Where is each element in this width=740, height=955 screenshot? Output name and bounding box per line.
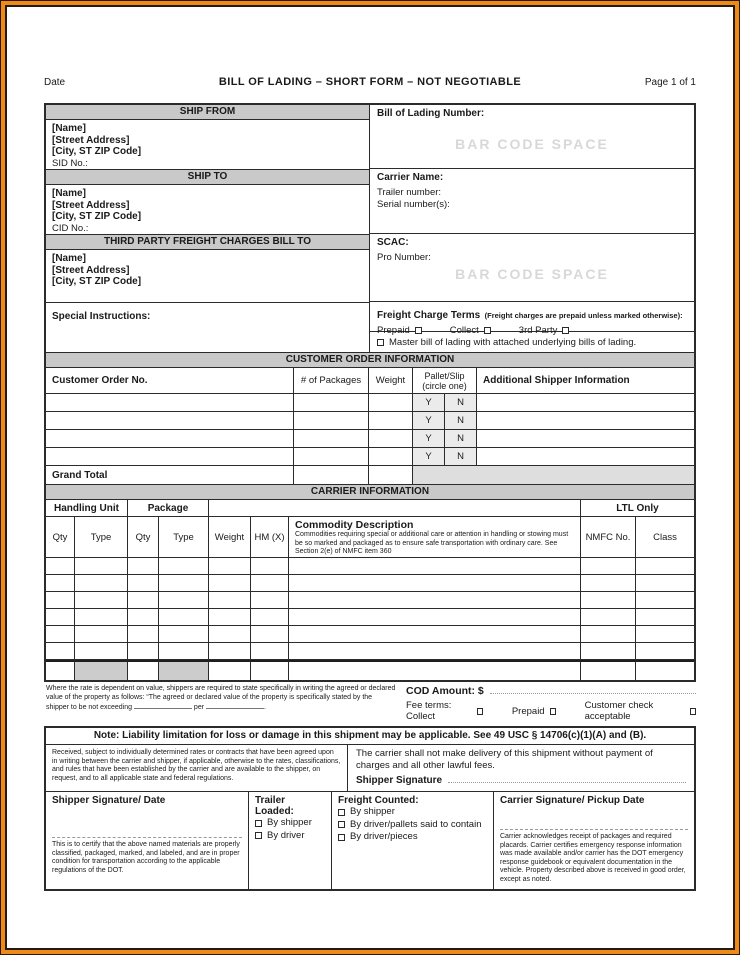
carrier-acknowledge-text: Carrier acknowledges receipt of packages and required placards. Carrier certifies emergency response information was made available and/or carrier has the DOT emergency response guidebook or equivalent documentation in the vehicle. Property described above is received in good order, except as noted. bbox=[500, 833, 686, 883]
packages-cell[interactable] bbox=[294, 430, 369, 448]
carrier-cell[interactable] bbox=[209, 558, 251, 575]
carrier-signature-line[interactable] bbox=[500, 816, 688, 830]
fee-prepaid-checkbox-icon[interactable] bbox=[550, 708, 556, 715]
ship-to-header: SHIP TO bbox=[46, 170, 369, 185]
additional-info-cell[interactable] bbox=[477, 394, 694, 412]
scac-label: SCAC: bbox=[377, 237, 409, 248]
shipper-signature-label: Shipper Signature bbox=[356, 775, 443, 786]
carrier-cell[interactable] bbox=[636, 626, 694, 643]
pallet-slip-line2: (circle one) bbox=[422, 380, 467, 391]
delivery-terms-text: The carrier shall not make delivery of this shipment without payment of charges and all other lawful fees. bbox=[356, 748, 653, 771]
carrier-cell[interactable] bbox=[636, 575, 694, 592]
shipper-signature-blank[interactable] bbox=[448, 774, 686, 783]
per-unit-blank[interactable] bbox=[206, 702, 264, 709]
carrier-cell[interactable] bbox=[251, 575, 289, 592]
fee-check-label: Customer check acceptable bbox=[584, 700, 654, 722]
rate-note-text: Where the rate is dependent on value, shippers are required to state specifically in writing the agreed or declared value of the property as follows: “The agreed or declared value of the property is specifically stated by the shipper to be not exceeding bbox=[46, 685, 396, 711]
carrier-cell[interactable] bbox=[128, 592, 159, 609]
special-instructions-box[interactable] bbox=[46, 303, 369, 352]
carrier-cell[interactable] bbox=[251, 643, 289, 660]
col-weight: Weight bbox=[369, 368, 413, 394]
pallet-yes-option[interactable]: Y bbox=[413, 430, 445, 448]
cid-no-label[interactable]: CID No.: bbox=[52, 222, 89, 234]
trailer-by-driver-checkbox-icon[interactable] bbox=[255, 832, 262, 839]
carrier-cell[interactable] bbox=[128, 575, 159, 592]
carrier-cell[interactable] bbox=[128, 643, 159, 660]
group-package: Package bbox=[128, 500, 209, 517]
customer-order-table bbox=[46, 368, 694, 484]
carrier-cell[interactable] bbox=[159, 575, 209, 592]
freight-by-driver-pallets-label: By driver/pallets said to contain bbox=[350, 818, 482, 830]
shipper-signature-line[interactable] bbox=[52, 824, 242, 838]
ship-from-city[interactable]: [City, ST ZIP Code] bbox=[52, 146, 142, 157]
barcode-space-2: BAR CODE SPACE bbox=[455, 266, 609, 282]
carrier-cell[interactable] bbox=[128, 609, 159, 626]
carrier-cell[interactable] bbox=[581, 575, 636, 592]
ship-from-header: SHIP FROM bbox=[46, 105, 369, 120]
carrier-cell[interactable] bbox=[289, 643, 581, 660]
freight-by-driver-pallets-checkbox-icon[interactable] bbox=[338, 821, 345, 828]
trailer-loaded-title: Trailer Loaded: bbox=[255, 795, 294, 817]
barcode-space-1: BAR CODE SPACE bbox=[455, 136, 609, 152]
carrier-cell[interactable] bbox=[75, 609, 128, 626]
bol-number-box[interactable] bbox=[370, 105, 694, 169]
carrier-cell[interactable] bbox=[209, 643, 251, 660]
trailer-number-label[interactable]: Trailer number: bbox=[377, 187, 442, 198]
freight-by-driver-pieces-label: By driver/pieces bbox=[350, 831, 418, 842]
ship-from-street[interactable]: [Street Address] bbox=[52, 134, 130, 146]
carrier-cell[interactable] bbox=[289, 660, 581, 680]
third-party-block[interactable] bbox=[46, 250, 369, 303]
packages-cell[interactable] bbox=[294, 448, 369, 466]
grand-total-label: Grand Total bbox=[46, 466, 294, 484]
pallet-no-option[interactable]: N bbox=[445, 394, 477, 412]
col-nmfc: NMFC No. bbox=[581, 517, 636, 558]
shipper-certify-text: This is to certify that the above named materials are properly classified, packaged, marked, and labeled, and are in proper condition for transportation according to the applicable regulations of the DOT. bbox=[52, 841, 240, 874]
declared-value-blank[interactable] bbox=[134, 702, 192, 709]
packages-cell[interactable] bbox=[294, 394, 369, 412]
carrier-cell[interactable] bbox=[75, 592, 128, 609]
carrier-cell[interactable] bbox=[636, 592, 694, 609]
pallet-no-option[interactable]: N bbox=[445, 430, 477, 448]
carrier-cell[interactable] bbox=[75, 558, 128, 575]
carrier-cell[interactable] bbox=[209, 660, 251, 680]
group-spacer bbox=[209, 500, 581, 517]
cod-amount-label: COD Amount: $ bbox=[406, 685, 484, 697]
group-handling-unit: Handling Unit bbox=[46, 500, 128, 517]
rate-dependent-note bbox=[44, 685, 396, 722]
commodity-note: Commodities requiring special or additional care or attention in handling or stowing must be so marked and packaged as to ensure safe transportation with ordinary care. See Section 2(e) of NMFC item 360 bbox=[295, 531, 569, 555]
bol-form bbox=[44, 103, 696, 682]
carrier-cell[interactable] bbox=[46, 609, 75, 626]
group-ltl-only: LTL Only bbox=[581, 500, 694, 517]
carrier-cell[interactable] bbox=[636, 660, 694, 680]
carrier-cell[interactable] bbox=[581, 592, 636, 609]
carrier-cell[interactable] bbox=[289, 626, 581, 643]
trailer-loaded-box bbox=[249, 792, 332, 889]
col-carrier-weight: Weight bbox=[209, 517, 251, 558]
carrier-cell[interactable] bbox=[581, 558, 636, 575]
special-instructions-label: Special Instructions: bbox=[52, 311, 151, 322]
fee-check-checkbox-icon[interactable] bbox=[690, 708, 696, 715]
cod-amount-blank[interactable] bbox=[490, 685, 696, 694]
scac-box[interactable] bbox=[370, 234, 694, 302]
fee-collect-checkbox-icon[interactable] bbox=[477, 708, 483, 715]
carrier-signature-title: Carrier Signature/ Pickup Date bbox=[500, 795, 645, 806]
carrier-cell[interactable] bbox=[636, 558, 694, 575]
carrier-cell[interactable] bbox=[159, 609, 209, 626]
carrier-cell[interactable] bbox=[581, 609, 636, 626]
col-pkg-type: Type bbox=[159, 517, 209, 558]
carrier-cell[interactable] bbox=[46, 643, 75, 660]
date-label: Date bbox=[44, 77, 66, 88]
trailer-by-driver-label: By driver bbox=[267, 829, 305, 841]
carrier-cell[interactable] bbox=[636, 643, 694, 660]
pro-number-label[interactable]: Pro Number: bbox=[377, 252, 431, 263]
ship-to-name[interactable]: [Name] bbox=[52, 188, 86, 199]
order-no-cell[interactable] bbox=[46, 430, 294, 448]
pallet-yes-option[interactable]: Y bbox=[413, 448, 445, 466]
carrier-signature-box bbox=[494, 792, 694, 889]
carrier-name-box[interactable] bbox=[370, 169, 694, 234]
carrier-cell[interactable] bbox=[581, 643, 636, 660]
carrier-cell[interactable] bbox=[289, 609, 581, 626]
pallet-no-option[interactable]: N bbox=[445, 448, 477, 466]
carrier-cell[interactable] bbox=[159, 643, 209, 660]
carrier-name-label: Carrier Name: bbox=[377, 172, 444, 183]
carrier-cell[interactable] bbox=[251, 592, 289, 609]
carrier-cell[interactable] bbox=[251, 609, 289, 626]
sid-no-label[interactable]: SID No.: bbox=[52, 157, 88, 169]
carrier-cell[interactable] bbox=[209, 626, 251, 643]
carrier-info-table bbox=[46, 500, 694, 680]
ship-from-block[interactable] bbox=[46, 120, 369, 170]
grand-total-shaded-area bbox=[413, 466, 694, 484]
master-bol-label: Master bill of lading with attached underlying bills of lading. bbox=[389, 337, 637, 348]
packages-cell[interactable] bbox=[294, 412, 369, 430]
master-bol-checkbox-icon[interactable] bbox=[377, 339, 384, 346]
carrier-cell[interactable] bbox=[251, 558, 289, 575]
carrier-cell[interactable] bbox=[46, 575, 75, 592]
carrier-cell[interactable] bbox=[46, 660, 75, 680]
weight-cell[interactable] bbox=[369, 448, 413, 466]
carrier-cell[interactable] bbox=[581, 626, 636, 643]
carrier-cell[interactable] bbox=[75, 575, 128, 592]
col-customer-order-no: Customer Order No. bbox=[46, 368, 294, 394]
col-pallet-slip bbox=[413, 368, 477, 394]
rate-note-period: . bbox=[264, 704, 266, 711]
carrier-cell[interactable] bbox=[128, 660, 159, 680]
carrier-cell[interactable] bbox=[251, 660, 289, 680]
third-party-name[interactable]: [Name] bbox=[52, 253, 86, 264]
col-num-packages: # of Packages bbox=[294, 368, 369, 394]
carrier-cell[interactable] bbox=[636, 609, 694, 626]
third-party-street[interactable]: [Street Address] bbox=[52, 264, 130, 276]
liability-signature-section bbox=[44, 726, 696, 891]
carrier-cell[interactable] bbox=[159, 626, 209, 643]
carrier-cell[interactable] bbox=[289, 575, 581, 592]
freight-terms-note: (Freight charges are prepaid unless marked otherwise): bbox=[484, 311, 683, 320]
customer-order-header: CUSTOMER ORDER INFORMATION bbox=[46, 352, 694, 368]
additional-info-cell[interactable] bbox=[477, 448, 694, 466]
pallet-yes-option[interactable]: Y bbox=[413, 412, 445, 430]
fee-prepaid-label: Prepaid bbox=[511, 705, 545, 717]
carrier-type-shaded-cell bbox=[75, 660, 128, 680]
carrier-cell[interactable] bbox=[46, 592, 75, 609]
carrier-type-shaded-cell bbox=[159, 660, 209, 680]
carrier-cell[interactable] bbox=[209, 575, 251, 592]
received-terms-text: Received, subject to individually determined rates or contracts that have been agreed upon in writing between the carrier and shipper, if applicable, otherwise to the rates, classifications, and rules that have been established by the carrier and are available to the shipper, on request, and to all applicable state and federal regulations. bbox=[46, 745, 348, 791]
carrier-cell[interactable] bbox=[159, 592, 209, 609]
order-no-cell[interactable] bbox=[46, 448, 294, 466]
col-hu-type: Type bbox=[75, 517, 128, 558]
freight-by-driver-pieces-checkbox-icon[interactable] bbox=[338, 834, 345, 841]
document-header bbox=[44, 76, 696, 94]
col-hu-qty: Qty bbox=[46, 517, 75, 558]
freight-by-shipper-label: By shipper bbox=[350, 806, 395, 817]
liability-note: Note: Liability limitation for loss or damage in this shipment may be applicable. See 49 USC § 14706(c)(1)(A) and (B). bbox=[46, 728, 694, 745]
freight-counted-title: Freight Counted: bbox=[338, 795, 419, 806]
carrier-cell[interactable] bbox=[75, 626, 128, 643]
carrier-cell[interactable] bbox=[209, 609, 251, 626]
additional-info-cell[interactable] bbox=[477, 412, 694, 430]
additional-info-cell[interactable] bbox=[477, 430, 694, 448]
pallet-yes-option[interactable]: Y bbox=[413, 394, 445, 412]
freight-counted-box bbox=[332, 792, 494, 889]
carrier-cell[interactable] bbox=[159, 558, 209, 575]
carrier-cell[interactable] bbox=[75, 643, 128, 660]
third-party-header: THIRD PARTY FREIGHT CHARGES BILL TO bbox=[46, 235, 369, 250]
serial-number-label[interactable]: Serial number(s): bbox=[377, 199, 450, 210]
carrier-cell[interactable] bbox=[46, 558, 75, 575]
page-number: Page 1 of 1 bbox=[644, 77, 696, 88]
carrier-cell[interactable] bbox=[128, 558, 159, 575]
order-no-cell[interactable] bbox=[46, 394, 294, 412]
freight-terms-label: Freight Charge Terms bbox=[377, 310, 481, 321]
col-hm: HM (X) bbox=[251, 517, 289, 558]
page-title: BILL OF LADING – SHORT FORM – NOT NEGOTIABLE bbox=[218, 76, 522, 88]
ship-from-name[interactable]: [Name] bbox=[52, 123, 86, 134]
col-additional-info: Additional Shipper Information bbox=[477, 368, 694, 394]
commodity-title: Commodity Description bbox=[295, 519, 414, 531]
freight-by-shipper-checkbox-icon[interactable] bbox=[338, 809, 345, 816]
carrier-info-header: CARRIER INFORMATION bbox=[46, 484, 694, 500]
trailer-by-shipper-label: By shipper bbox=[267, 817, 312, 828]
carrier-cell[interactable] bbox=[209, 592, 251, 609]
carrier-cell[interactable] bbox=[251, 626, 289, 643]
col-pkg-qty: Qty bbox=[128, 517, 159, 558]
bol-number-label: Bill of Lading Number: bbox=[377, 108, 485, 119]
carrier-cell[interactable] bbox=[128, 626, 159, 643]
col-commodity-description bbox=[289, 517, 581, 558]
grand-total-packages-cell[interactable] bbox=[294, 466, 369, 484]
carrier-cell[interactable] bbox=[289, 558, 581, 575]
rate-note-per: per bbox=[193, 704, 205, 711]
master-bol-row bbox=[370, 332, 694, 352]
freight-charge-terms-box bbox=[370, 302, 694, 336]
third-party-city[interactable]: [City, ST ZIP Code] bbox=[52, 276, 142, 287]
weight-cell[interactable] bbox=[369, 412, 413, 430]
pallet-slip-line1: Pallet/Slip bbox=[424, 370, 465, 381]
carrier-cell[interactable] bbox=[46, 626, 75, 643]
shipper-signature-date-title: Shipper Signature/ Date bbox=[52, 795, 166, 806]
shipper-signature-box bbox=[46, 792, 249, 889]
rate-cod-strip bbox=[44, 682, 696, 726]
prepaid-label: Prepaid bbox=[377, 325, 410, 336]
weight-cell[interactable] bbox=[369, 394, 413, 412]
ship-to-city[interactable]: [City, ST ZIP Code] bbox=[52, 211, 142, 222]
weight-cell[interactable] bbox=[369, 430, 413, 448]
third-party-option-label: 3rd Party bbox=[518, 325, 558, 336]
collect-label: Collect bbox=[449, 325, 479, 336]
col-class: Class bbox=[636, 517, 694, 558]
ship-to-block[interactable] bbox=[46, 185, 369, 235]
order-no-cell[interactable] bbox=[46, 412, 294, 430]
ship-to-street[interactable]: [Street Address] bbox=[52, 199, 130, 211]
trailer-by-shipper-checkbox-icon[interactable] bbox=[255, 820, 262, 827]
fee-terms-collect-label: Fee terms: Collect bbox=[406, 700, 452, 722]
carrier-cell[interactable] bbox=[289, 592, 581, 609]
grand-total-weight-cell[interactable] bbox=[369, 466, 413, 484]
pallet-no-option[interactable]: N bbox=[445, 412, 477, 430]
carrier-cell[interactable] bbox=[581, 660, 636, 680]
